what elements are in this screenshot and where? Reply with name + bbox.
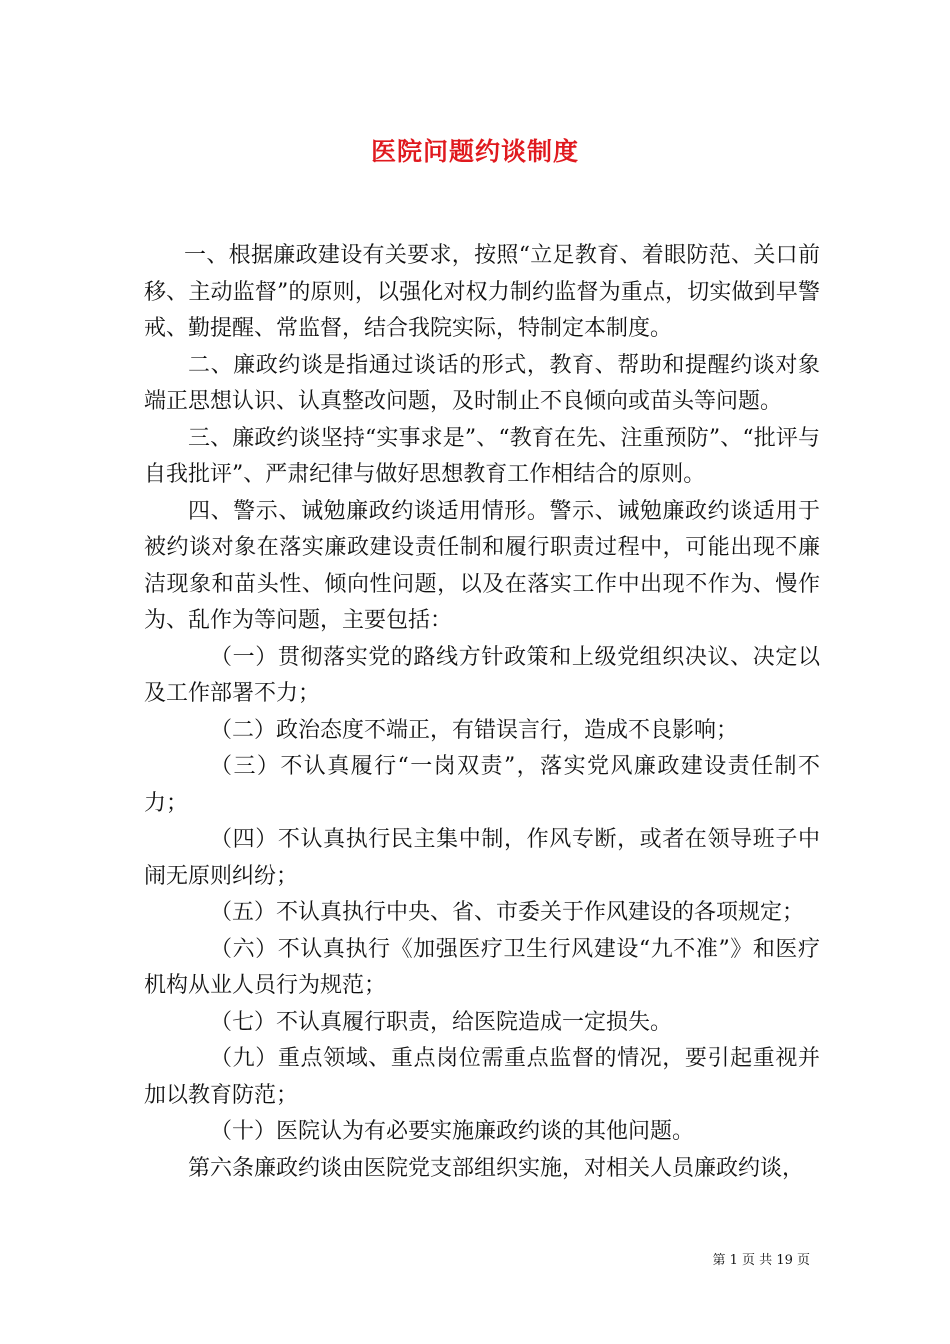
paragraph-3: 三、廉政约谈坚持“实事求是”、“教育在先、注重预防”、“批评与自我批评”、严肃纪律与做好思想教育工作相结合的原则。 — [144, 425, 820, 487]
page-number: 第 1 页 共 19 页 — [712, 1253, 810, 1268]
list-item-3: （三）不认真履行“一岗双责”，落实党风廉政建设责任制不力； — [144, 754, 820, 816]
list-item-4: （四）不认真执行民主集中制，作风专断，或者在领导班子中闹无原则纠纷； — [144, 827, 820, 889]
list-item-9: （九）重点领域、重点岗位需重点监督的情况，要引起重视并加以教育防范； — [144, 1046, 820, 1108]
list-item-7: （七）不认真履行职责，给医院造成一定损失。 — [210, 1009, 673, 1035]
list-item-10: （十）医院认为有必要实施廉政约谈的其他问题。 — [210, 1119, 695, 1144]
document-body — [144, 238, 820, 1187]
paragraph-1: 一、根据廉政建设有关要求，按照“立足教育、着眼防范、关口前移、主动监督”的原则，以强化对权力制约监督为重点，切实做到早警戒、勤提醒、常监督，结合我院实际，特制定本制度。 — [144, 243, 820, 341]
page-title: 医院问题约谈制度 — [370, 137, 579, 166]
list-item-1: （一）贯彻落实党的路线方针政策和上级党组织决议、决定以及工作部署不力； — [144, 644, 820, 706]
paragraph-4: 四、警示、诫勉廉政约谈适用情形。警示、诫勉廉政约谈适用于被约谈对象在落实廉政建设责任制和履行职责过程中，可能出现不廉洁现象和苗头性、倾向性问题，以及在落实工作中出现不作为、慢作为、乱作为等问题，主要包括： — [144, 498, 820, 633]
article-6-paragraph: 第六条廉政约谈由医院党支部组织实施，对相关人员廉政约谈， — [188, 1155, 805, 1181]
list-item-6: （六）不认真执行《加强医疗卫生行风建设“九不准”》和医疗机构从业人员行为规范； — [144, 936, 820, 998]
list-item-5: （五）不认真执行中央、省、市委关于作风建设的各项规定； — [210, 900, 805, 925]
list-item-2: （二）政治态度不端正，有错误言行，造成不良影响； — [210, 717, 739, 743]
paragraph-2: 二、廉政约谈是指通过谈话的形式，教育、帮助和提醒约谈对象端正思想认识、认真整改问题，及时制止不良倾向或苗头等问题。 — [144, 352, 820, 414]
